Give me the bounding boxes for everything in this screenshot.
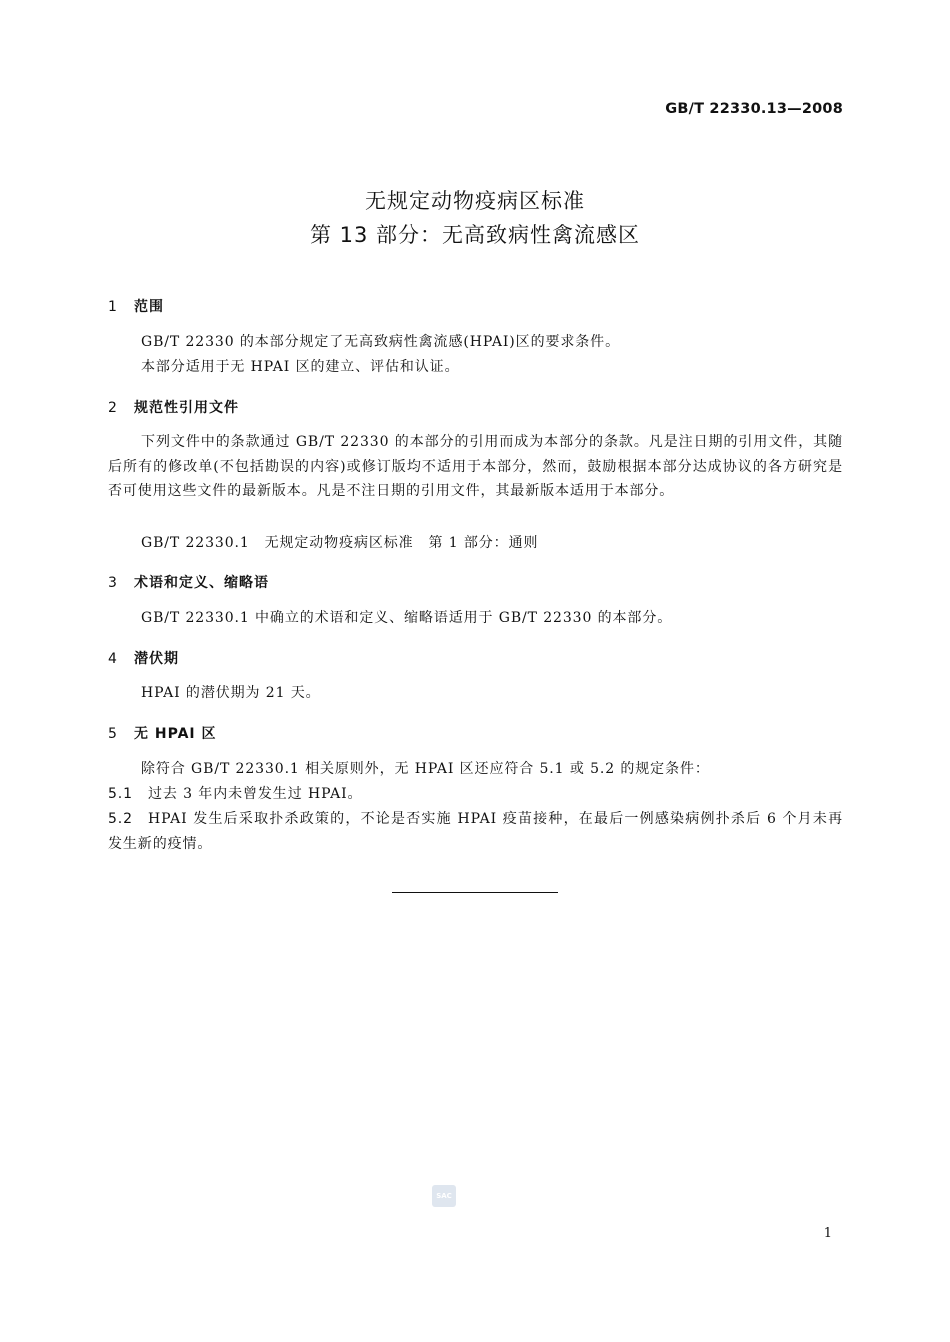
clause-text: 过去 3 年内未曾发生过 HPAI。 <box>148 786 363 802</box>
section-2-heading <box>108 397 239 417</box>
section-title: 规范性引用文件 <box>134 400 239 416</box>
section-number: 5 <box>108 726 118 742</box>
section-number: 1 <box>108 299 118 315</box>
section-5-heading <box>108 723 216 743</box>
document-title: 无规定动物疫病区标准 <box>365 189 585 213</box>
section-1-heading <box>108 296 164 316</box>
clause-text: HPAI 发生后采取扑杀政策的，不论是否实施 HPAI 疫苗接种，在最后一例感染病例扑杀后 6 个月未再发生新的疫情。 <box>108 811 843 852</box>
section-3-heading <box>108 572 269 592</box>
paragraph: GB/T 22330 的本部分规定了无高致病性禽流感(HPAI)区的要求条件。 <box>141 334 620 350</box>
clause-5-1 <box>108 782 843 807</box>
reference-entry: GB/T 22330.1 无规定动物疫病区标准 第 1 部分：通则 <box>141 535 539 551</box>
section-title: 范围 <box>134 299 164 315</box>
end-of-document-rule <box>392 892 558 893</box>
paragraph: 本部分适用于无 HPAI 区的建立、评估和认证。 <box>141 359 460 375</box>
section-number: 3 <box>108 575 118 591</box>
paragraph: GB/T 22330.1 中确立的术语和定义、缩略语适用于 GB/T 22330 的本部分。 <box>141 610 673 626</box>
paragraph: 下列文件中的条款通过 GB/T 22330 的本部分的引用而成为本部分的条款。凡是注日期的引用文件，其随后所有的修改单(不包括勘误的内容)或修订版均不适用于本部分，然而，鼓励根据本部分达成协议的各方研究是否可使用这些文件的最新版本。凡是不注日期的引用文件，其最新版本适用于本部分。 <box>108 434 843 499</box>
paragraph: 除符合 GB/T 22330.1 相关原则外，无 HPAI 区还应符合 5.1 或 5.2 的规定条件： <box>141 761 710 777</box>
section-number: 2 <box>108 400 118 416</box>
section-title: 潜伏期 <box>134 651 179 667</box>
document-subtitle: 第 13 部分：无高致病性禽流感区 <box>309 223 641 247</box>
section-4-heading <box>108 648 179 668</box>
paragraph: HPAI 的潜伏期为 21 天。 <box>141 685 321 701</box>
section-title: 无 HPAI 区 <box>134 726 217 742</box>
clause-number: 5.1 <box>108 786 133 802</box>
sac-logo: SAC <box>432 1185 456 1207</box>
section-number: 4 <box>108 651 118 667</box>
page-number: 1 <box>823 1226 832 1241</box>
section-title: 术语和定义、缩略语 <box>134 575 269 591</box>
standard-code: GB/T 22330.13—2008 <box>665 101 843 117</box>
clause-5-2 <box>108 807 843 856</box>
clause-number: 5.2 <box>108 811 133 827</box>
